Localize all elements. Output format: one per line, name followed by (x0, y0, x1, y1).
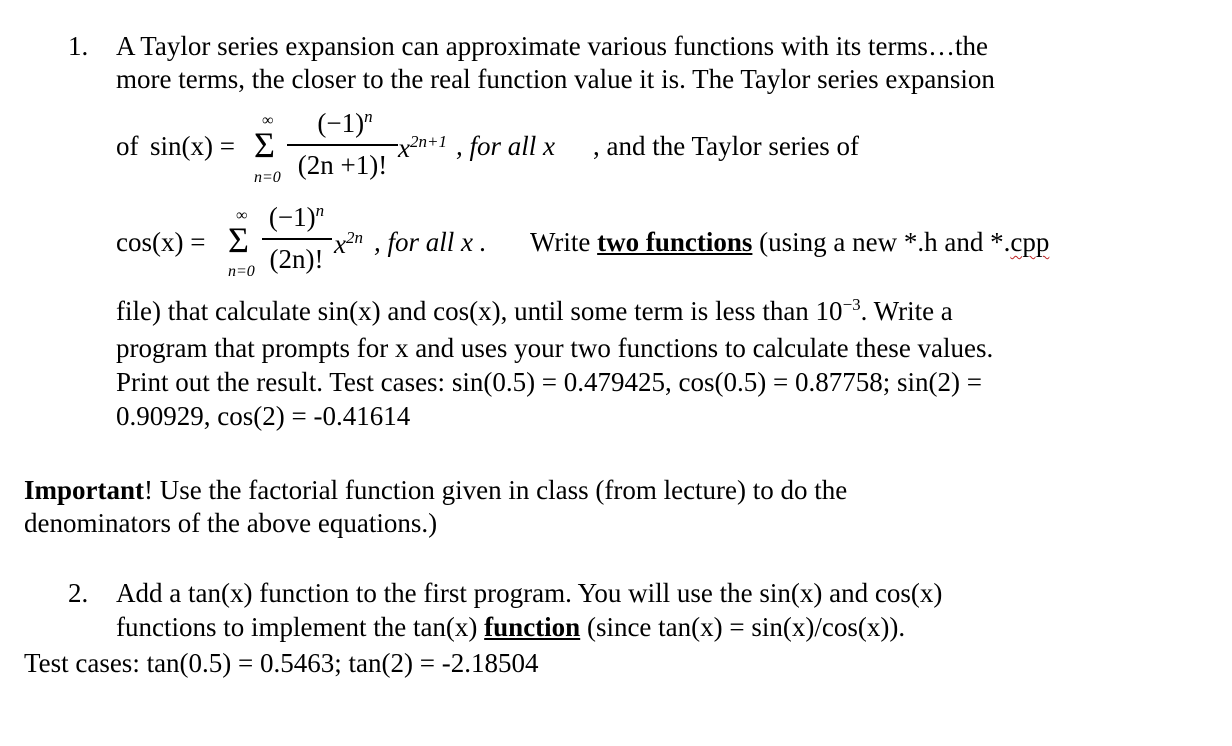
cos-sum-lower: n=0 (228, 263, 255, 280)
line5-end: . Write a (860, 296, 953, 326)
cos-numerator-exp: n (315, 201, 325, 220)
problem1-line2: more terms, the closer to the real function value it is. The Taylor series expansion (116, 64, 995, 94)
problem1-line7: Print out the result. Test cases: sin(0.5) = 0.479425, cos(0.5) = 0.87758; sin(2) = (116, 367, 982, 397)
list-number-1: 1. (68, 31, 89, 61)
problem2-line1: Add a tan(x) function to the first program. You will use the sin(x) and cos(x) (116, 578, 943, 608)
problem2-line2 (116, 610, 905, 644)
important-line2: denominators of the above equations.) (24, 508, 438, 538)
sin-x-text: x (398, 133, 410, 163)
cos-sum-upper: ∞ (236, 207, 248, 224)
problem2-line3: Test cases: tan(0.5) = 0.5463; tan(2) = -2.18504 (24, 648, 539, 678)
for-all-2: , for all x . (374, 227, 487, 257)
line5-exponent: −3 (842, 295, 861, 314)
sin-lhs-text: sin(x) = (150, 131, 235, 161)
for-all-1: , for all x (456, 131, 555, 161)
two-functions-emphasis: two functions (597, 227, 753, 257)
write-instruction (530, 225, 1049, 259)
cos-numerator-text: (−1) (268, 202, 316, 232)
problem1-line8: 0.90929, cos(2) = -0.41614 (116, 401, 411, 431)
cos-fraction-bar (262, 238, 332, 240)
important-line1-rest: ! Use the factorial function given in class (from lecture) to do the (144, 475, 848, 505)
cos-x-text: x (334, 229, 346, 259)
cos-sum-symbol: Σ (228, 220, 249, 260)
sin-numerator-exp: n (364, 107, 373, 126)
cos-lhs: cos(x) = (116, 227, 206, 257)
problem1-line5 (116, 294, 953, 328)
important-label: Important (24, 475, 144, 505)
line5-text: file) that calculate sin(x) and cos(x), until some term is less than 10 (116, 296, 843, 326)
list-number-2: 2. (68, 578, 89, 608)
cos-numerator (259, 200, 334, 234)
sin-lhs (150, 129, 235, 163)
important-line1 (24, 473, 847, 507)
sin-x (398, 131, 447, 165)
cos-x-exp: 2n (345, 228, 363, 247)
sin-suffix: , and the Taylor series of (593, 131, 860, 161)
sin-prefix: of (116, 131, 139, 161)
sin-sum-lower: n=0 (254, 169, 281, 186)
problem1-line6: program that prompts for x and uses your two functions to calculate these values. (116, 333, 994, 363)
cpp-misspelled: cpp (1010, 227, 1050, 257)
sin-numerator-text: (−1) (317, 108, 365, 138)
sin-fraction-bar (287, 144, 398, 146)
problem1-line1: A Taylor series expansion can approximate various functions with its terms…the (116, 31, 988, 61)
sin-sum-upper: ∞ (262, 112, 274, 129)
problem2-line2-post: (since tan(x) = sin(x)/cos(x)). (586, 612, 906, 642)
function-emphasis: function (484, 612, 581, 642)
write-post: (using a new *.h and *. (759, 227, 1011, 257)
cos-x (334, 227, 363, 261)
sin-x-exp: 2n+1 (409, 132, 447, 151)
cos-denominator: (2n)! (269, 244, 324, 274)
problem2-line2-pre: functions to implement the tan(x) (116, 612, 478, 642)
sin-numerator (285, 106, 405, 140)
write-pre: Write (530, 227, 591, 257)
sin-denominator: (2n +1)! (297, 150, 388, 180)
sin-sum-symbol: Σ (254, 125, 275, 165)
